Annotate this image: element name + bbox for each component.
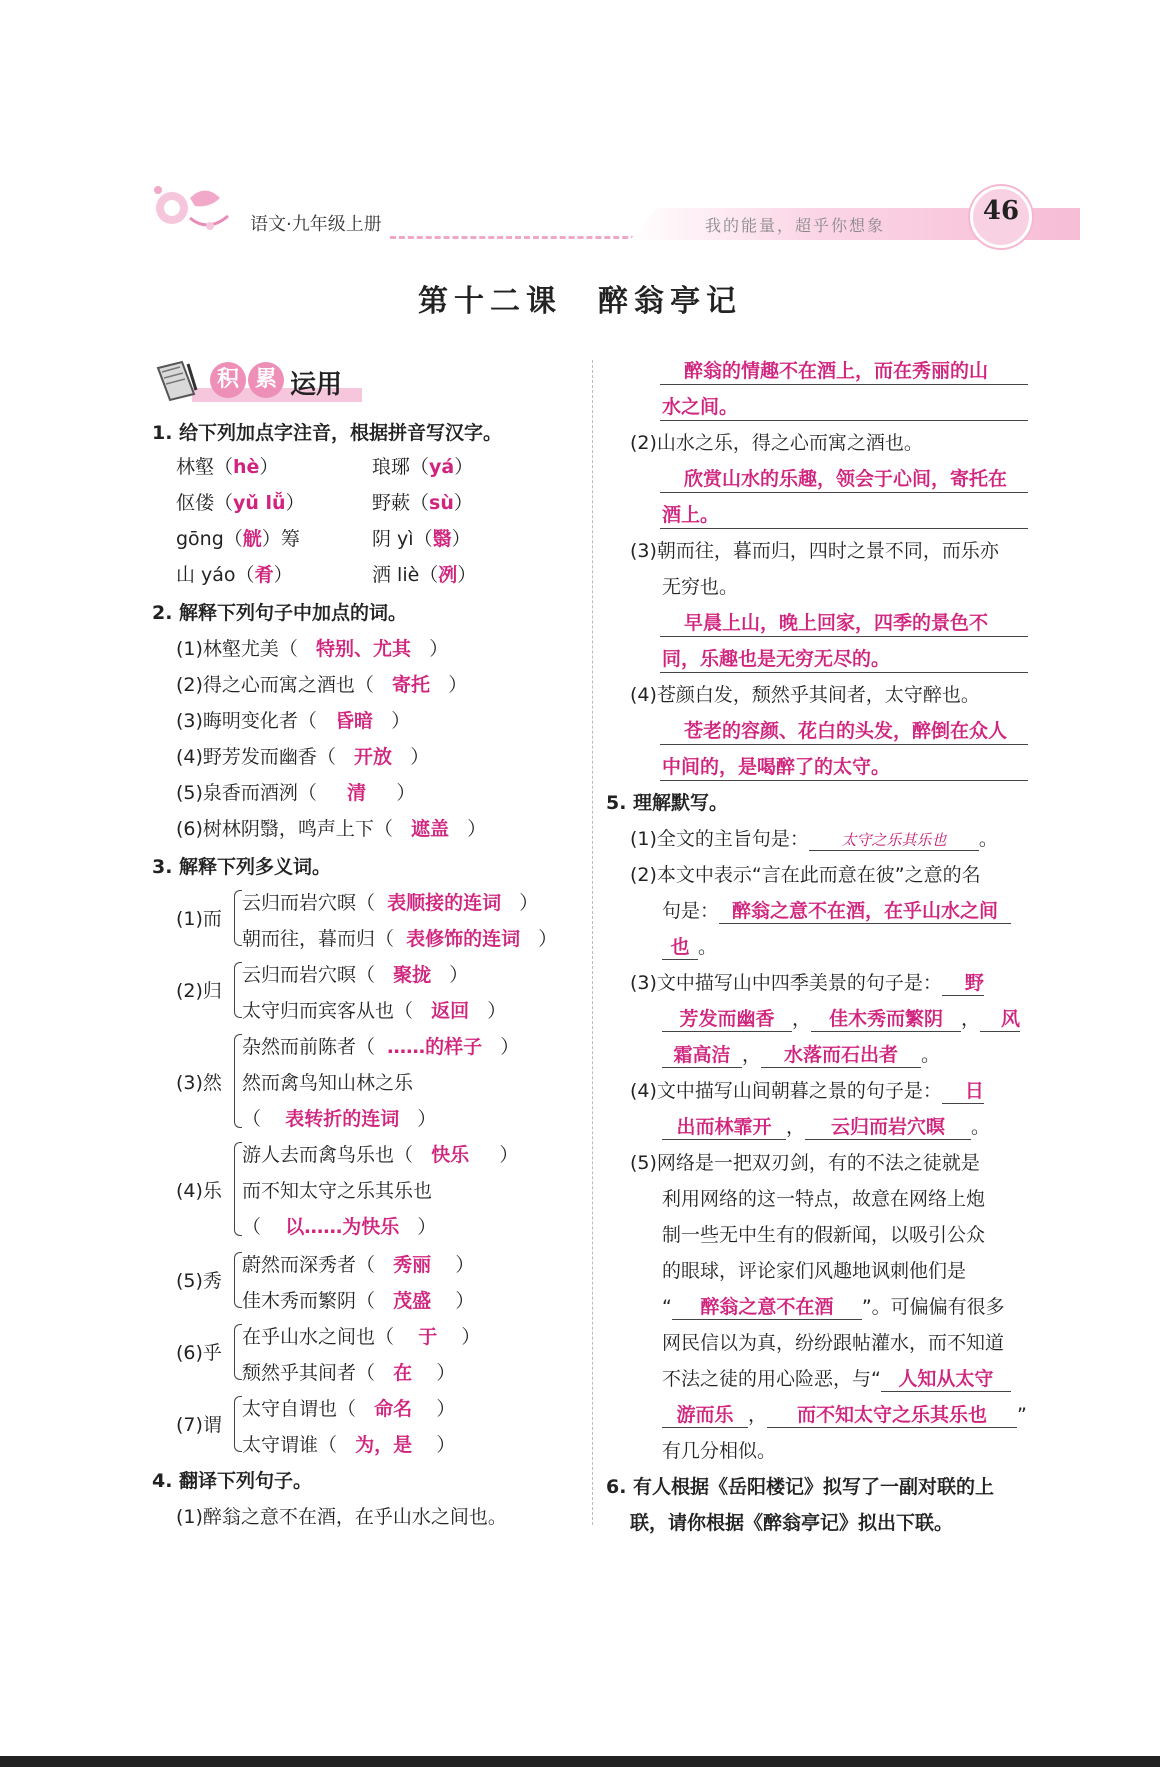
q3-group-label: (4)乐 [176, 1180, 222, 1202]
section-badge-1: 积 [210, 362, 246, 398]
brace [234, 962, 242, 1018]
brace [234, 890, 242, 946]
q1-item: 伛偻（yǔ lǚ） [176, 492, 305, 514]
q1-item: 洒 liè（冽） [372, 564, 477, 586]
q3-line: 太守自谓也（ 命名 ） [242, 1398, 456, 1420]
column-divider [592, 360, 593, 1525]
q4-sentence: (2)山水之乐，得之心而寓之酒也。 [630, 432, 923, 454]
q4-sentence: 无穷也。 [662, 576, 739, 598]
q3-group-label: (2)归 [176, 980, 222, 1002]
q1-item: 琅琊（yá） [372, 456, 474, 478]
q1-item: 林壑（hè） [176, 456, 279, 478]
q3-group-label: (3)然 [176, 1072, 222, 1094]
page-number: 46 [982, 196, 1020, 226]
q2-item: (2)得之心而寓之酒也（ 寄托 ） [176, 674, 468, 696]
q5-item: (1)全文的主旨句是： 太守之乐其乐也 。 [630, 828, 998, 850]
q3-line: 在乎山水之间也（ 于 ） [242, 1326, 481, 1348]
q5-item: “ 醉翁之意不在酒 ”。可偏偏有很多 [662, 1292, 1005, 1320]
brace [234, 1396, 242, 1452]
q5-handwritten-answer: 太守之乐其乐也 [841, 831, 947, 849]
q4-answer: 中间的，是喝醉了的太守。 [662, 756, 891, 778]
q4-answer: 欣赏山水的乐趣，领会于心间，寄托在 [684, 468, 1008, 490]
q4-sentence: (4)苍颜白发，颓然乎其间者，太守醉也。 [630, 684, 980, 706]
q5-item: 霜高洁 ， 水落而石出者 。 [662, 1040, 940, 1068]
lesson-title: 第十二课 醉翁亭记 [418, 284, 742, 319]
q5-item: 出而林霏开 ， 云归而岩穴暝 。 [662, 1112, 990, 1140]
q5-item: 不法之徒的用心险恶，与“ 人知从太守 [662, 1364, 1011, 1392]
q3-line: 云归而岩穴暝（ 聚拢 ） [242, 964, 469, 986]
q5-item: 制一些无中生有的假新闻，以吸引公众 [662, 1224, 986, 1246]
q3-title: 3. 解释下列多义词。 [152, 856, 332, 878]
brace [234, 1324, 242, 1380]
q3-group-label: (6)乎 [176, 1342, 222, 1364]
page-header [150, 178, 1030, 248]
q5-item: 利用网络的这一特点，故意在网络上炮 [662, 1188, 986, 1210]
q4-answer: 苍老的容颜、花白的头发，醉倒在众人 [684, 720, 1008, 742]
q3-group-label: (1)而 [176, 908, 222, 930]
q3-group-label: (7)谓 [176, 1414, 222, 1436]
q5-item: 也 。 [662, 932, 717, 960]
q2-item: (4)野芳发而幽香（ 开放 ） [176, 746, 430, 768]
q3-line: （ 表转折的连词 ） [242, 1108, 437, 1130]
q3-line: 然而禽鸟知山林之乐 [242, 1072, 414, 1094]
q3-line: 云归而岩穴暝（ 表顺接的连词 ） [242, 892, 539, 914]
q4-answer: 同，乐趣也是无穷无尽的。 [662, 648, 891, 670]
q2-item: (6)树林阴翳，鸣声上下（ 遮盖 ） [176, 818, 487, 840]
q2-item: (1)林壑尤美（ 特别、尤其 ） [176, 638, 449, 660]
q5-item: 的眼球，评论家们风趣地讽刺他们是 [662, 1260, 967, 1282]
q5-item: 芳发而幽香 ， 佳木秀而繁阴 ， 风 [662, 1004, 1020, 1032]
brace [234, 1252, 242, 1308]
q6-title: 联，请你根据《醉翁亭记》拟出下联。 [630, 1512, 954, 1534]
section-badge-2: 累 [248, 362, 284, 398]
q3-line: （ 以……为快乐 ） [242, 1216, 437, 1238]
q3-line: 而不知太守之乐其乐也 [242, 1180, 433, 1202]
q2-title: 2. 解释下列句子中加点的词。 [152, 602, 408, 624]
q4-sentence: (1)醉翁之意不在酒，在乎山水之间也。 [176, 1506, 507, 1528]
q3-group-label: (5)秀 [176, 1270, 222, 1292]
q3-line: 杂然而前陈者（ ……的样子 ） [242, 1036, 520, 1058]
q1-title: 1. 给下列加点字注音，根据拼音写汉字。 [152, 422, 503, 444]
brace [234, 1034, 242, 1128]
q3-line: 太守谓谁（ 为，是 ） [242, 1434, 456, 1456]
book-icon [152, 360, 202, 404]
q1-item: 野蔌（sù） [372, 492, 473, 514]
q5-item: (4)文中描写山间朝暮之景的句子是： 日 [630, 1076, 984, 1104]
q3-line: 游人去而禽鸟乐也（ 快乐 ） [242, 1144, 519, 1166]
q5-item: (2)本文中表示“言在此而意在彼”之意的名 [630, 864, 981, 886]
q1-item: 山 yáo（肴） [176, 564, 293, 586]
q6-title: 6. 有人根据《岳阳楼记》拟写了一副对联的上 [606, 1476, 995, 1498]
q4-sentence: (3)朝而往，暮而归，四时之景不同，而乐亦 [630, 540, 999, 562]
section-heading [152, 358, 362, 406]
q3-line: 太守归而宾客从也（ 返回 ） [242, 1000, 507, 1022]
q3-line: 佳木秀而繁阴（ 茂盛 ） [242, 1290, 475, 1312]
q5-item: 句是： 醉翁之意不在酒，在乎山水之间 [662, 896, 1011, 924]
q4-answer: 醉翁的情趣不在酒上，而在秀丽的山 [684, 360, 989, 382]
slogan-text: 我的能量，超乎你想象 [705, 216, 886, 235]
q5-item: (5)网络是一把双刃剑，有的不法之徒就是 [630, 1152, 980, 1174]
q3-line: 颓然乎其间者（ 在 ） [242, 1362, 456, 1384]
q3-line: 朝而往，暮而归（ 表修饰的连词 ） [242, 928, 558, 950]
q2-item: (3)晦明变化者（ 昏暗 ） [176, 710, 411, 732]
q3-line: 蔚然而深秀者（ 秀丽 ） [242, 1254, 475, 1276]
q4-answer: 酒上。 [662, 504, 720, 526]
q2-item: (5)泉香而酒洌（ 清 ） [176, 782, 416, 804]
q5-item: (3)文中描写山中四季美景的句子是： 野 [630, 968, 984, 996]
q4-answer: 早晨上山，晚上回家，四季的景色不 [684, 612, 989, 634]
q1-item: gōng（觥）筹 [176, 528, 300, 550]
q5-item: 网民信以为真，纷纷跟帖灌水，而不知道 [662, 1332, 1005, 1354]
q5-item: 游而乐 ， 而不知太守之乐其乐也 ” [662, 1400, 1027, 1428]
q4-answer: 水之间。 [662, 396, 739, 418]
brace [234, 1142, 242, 1236]
flower-ornament-icon [150, 178, 240, 238]
q4-title: 4. 翻译下列句子。 [152, 1470, 313, 1492]
book-title: 语文·九年级上册 [250, 214, 382, 235]
q1-item: 阴 yì（翳） [372, 528, 471, 550]
q5-title: 5. 理解默写。 [606, 792, 729, 814]
q5-item: 有几分相似。 [662, 1440, 777, 1462]
section-label: 运用 [290, 370, 343, 400]
page-bottom-bar [0, 1756, 1160, 1767]
